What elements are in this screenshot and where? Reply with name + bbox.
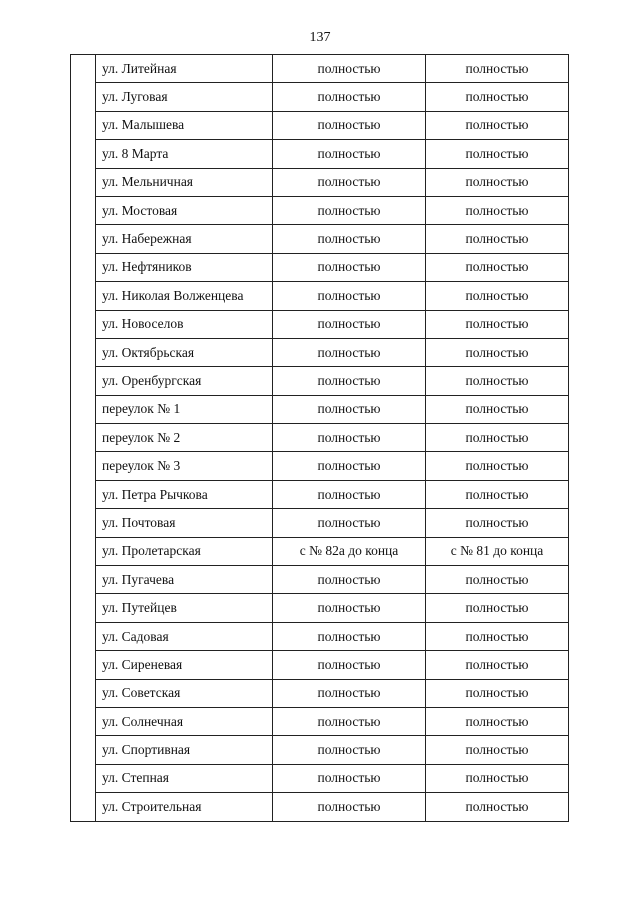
blank-cell xyxy=(71,793,96,821)
blank-cell xyxy=(71,338,96,366)
blank-cell xyxy=(71,651,96,679)
coverage-cell-a: полностью xyxy=(273,452,426,480)
street-name-cell: ул. Литейная xyxy=(96,55,273,83)
street-name-cell: ул. Советская xyxy=(96,679,273,707)
coverage-cell-a: полностью xyxy=(273,253,426,281)
blank-cell xyxy=(71,225,96,253)
coverage-cell-a: полностью xyxy=(273,140,426,168)
street-name-cell: ул. Солнечная xyxy=(96,707,273,735)
coverage-cell-a: полностью xyxy=(273,622,426,650)
blank-cell xyxy=(71,736,96,764)
street-name-cell: переулок № 3 xyxy=(96,452,273,480)
coverage-cell-a: полностью xyxy=(273,225,426,253)
blank-cell xyxy=(71,367,96,395)
coverage-cell-a: полностью xyxy=(273,338,426,366)
blank-cell xyxy=(71,509,96,537)
street-name-cell: переулок № 2 xyxy=(96,424,273,452)
blank-cell xyxy=(71,424,96,452)
coverage-cell-a: полностью xyxy=(273,424,426,452)
street-name-cell: ул. Петра Рычкова xyxy=(96,480,273,508)
table-row xyxy=(71,424,569,452)
street-name-cell: ул. Путейцев xyxy=(96,594,273,622)
table-row xyxy=(71,253,569,281)
blank-cell xyxy=(71,707,96,735)
table-row xyxy=(71,764,569,792)
table-row xyxy=(71,707,569,735)
table-row xyxy=(71,140,569,168)
blank-cell xyxy=(71,594,96,622)
coverage-cell-b: полностью xyxy=(426,793,569,821)
blank-cell xyxy=(71,764,96,792)
coverage-cell-b: полностью xyxy=(426,736,569,764)
coverage-cell-b: полностью xyxy=(426,196,569,224)
table-row xyxy=(71,367,569,395)
table-body xyxy=(71,55,569,822)
blank-cell xyxy=(71,679,96,707)
street-name-cell: ул. Пролетарская xyxy=(96,537,273,565)
blank-cell xyxy=(71,282,96,310)
street-name-cell: ул. Оренбургская xyxy=(96,367,273,395)
coverage-cell-b: полностью xyxy=(426,424,569,452)
coverage-cell-b: полностью xyxy=(426,338,569,366)
coverage-cell-a: полностью xyxy=(273,367,426,395)
coverage-cell-b: полностью xyxy=(426,622,569,650)
coverage-cell-b: полностью xyxy=(426,83,569,111)
coverage-cell-b: полностью xyxy=(426,225,569,253)
table-row xyxy=(71,793,569,821)
coverage-cell-b: полностью xyxy=(426,367,569,395)
street-name-cell: ул. Строительная xyxy=(96,793,273,821)
coverage-cell-b: полностью xyxy=(426,310,569,338)
coverage-cell-a: полностью xyxy=(273,55,426,83)
coverage-cell-a: полностью xyxy=(273,566,426,594)
table-row xyxy=(71,736,569,764)
table-row xyxy=(71,168,569,196)
coverage-cell-a: полностью xyxy=(273,736,426,764)
coverage-cell-b: полностью xyxy=(426,480,569,508)
blank-cell xyxy=(71,452,96,480)
blank-cell xyxy=(71,83,96,111)
street-name-cell: ул. Почтовая xyxy=(96,509,273,537)
street-name-cell: ул. Спортивная xyxy=(96,736,273,764)
street-name-cell: ул. Сиреневая xyxy=(96,651,273,679)
table-row xyxy=(71,338,569,366)
street-name-cell: ул. Луговая xyxy=(96,83,273,111)
coverage-cell-a: полностью xyxy=(273,594,426,622)
street-name-cell: ул. Набережная xyxy=(96,225,273,253)
coverage-cell-b: полностью xyxy=(426,651,569,679)
coverage-cell-a: полностью xyxy=(273,310,426,338)
table-row xyxy=(71,594,569,622)
street-table xyxy=(70,54,569,822)
blank-cell xyxy=(71,111,96,139)
coverage-cell-b: полностью xyxy=(426,395,569,423)
table-row xyxy=(71,452,569,480)
blank-cell xyxy=(71,480,96,508)
coverage-cell-b: полностью xyxy=(426,282,569,310)
table-row xyxy=(71,83,569,111)
coverage-cell-b: с № 81 до конца xyxy=(426,537,569,565)
coverage-cell-b: полностью xyxy=(426,566,569,594)
coverage-cell-b: полностью xyxy=(426,707,569,735)
blank-cell xyxy=(71,168,96,196)
page-number: 137 xyxy=(309,30,331,45)
table-row xyxy=(71,651,569,679)
coverage-cell-a: полностью xyxy=(273,707,426,735)
coverage-cell-b: полностью xyxy=(426,55,569,83)
coverage-cell-a: полностью xyxy=(273,793,426,821)
blank-cell xyxy=(71,622,96,650)
coverage-cell-b: полностью xyxy=(426,764,569,792)
street-name-cell: ул. Садовая xyxy=(96,622,273,650)
street-name-cell: ул. Мостовая xyxy=(96,196,273,224)
coverage-cell-a: полностью xyxy=(273,679,426,707)
coverage-cell-b: полностью xyxy=(426,509,569,537)
street-name-cell: ул. Малышева xyxy=(96,111,273,139)
street-name-cell: переулок № 1 xyxy=(96,395,273,423)
coverage-cell-a: полностью xyxy=(273,196,426,224)
coverage-cell-b: полностью xyxy=(426,140,569,168)
table-row xyxy=(71,509,569,537)
table-row xyxy=(71,55,569,83)
street-name-cell: ул. Нефтяников xyxy=(96,253,273,281)
coverage-cell-a: полностью xyxy=(273,282,426,310)
street-name-cell: ул. Пугачева xyxy=(96,566,273,594)
coverage-cell-b: полностью xyxy=(426,253,569,281)
coverage-cell-a: полностью xyxy=(273,83,426,111)
table-row xyxy=(71,111,569,139)
blank-cell xyxy=(71,537,96,565)
table-row xyxy=(71,225,569,253)
coverage-cell-b: полностью xyxy=(426,111,569,139)
blank-cell xyxy=(71,395,96,423)
street-name-cell: ул. Мельничная xyxy=(96,168,273,196)
table-row xyxy=(71,622,569,650)
coverage-cell-b: полностью xyxy=(426,168,569,196)
table-row xyxy=(71,395,569,423)
coverage-cell-a: с № 82а до конца xyxy=(273,537,426,565)
blank-cell xyxy=(71,310,96,338)
coverage-cell-a: полностью xyxy=(273,111,426,139)
coverage-cell-b: полностью xyxy=(426,679,569,707)
street-name-cell: ул. Николая Волженцева xyxy=(96,282,273,310)
coverage-cell-a: полностью xyxy=(273,651,426,679)
blank-cell xyxy=(71,196,96,224)
table-row xyxy=(71,282,569,310)
table-row xyxy=(71,537,569,565)
blank-cell xyxy=(71,140,96,168)
street-name-cell: ул. 8 Марта xyxy=(96,140,273,168)
table-row xyxy=(71,480,569,508)
coverage-cell-a: полностью xyxy=(273,764,426,792)
blank-cell xyxy=(71,55,96,83)
table-row xyxy=(71,566,569,594)
coverage-cell-a: полностью xyxy=(273,395,426,423)
blank-cell xyxy=(71,566,96,594)
table-row xyxy=(71,196,569,224)
blank-cell xyxy=(71,253,96,281)
coverage-cell-b: полностью xyxy=(426,452,569,480)
coverage-cell-a: полностью xyxy=(273,168,426,196)
coverage-cell-a: полностью xyxy=(273,480,426,508)
street-name-cell: ул. Степная xyxy=(96,764,273,792)
street-name-cell: ул. Новоселов xyxy=(96,310,273,338)
coverage-cell-b: полностью xyxy=(426,594,569,622)
table-row xyxy=(71,310,569,338)
table-row xyxy=(71,679,569,707)
coverage-cell-a: полностью xyxy=(273,509,426,537)
street-name-cell: ул. Октябрьская xyxy=(96,338,273,366)
